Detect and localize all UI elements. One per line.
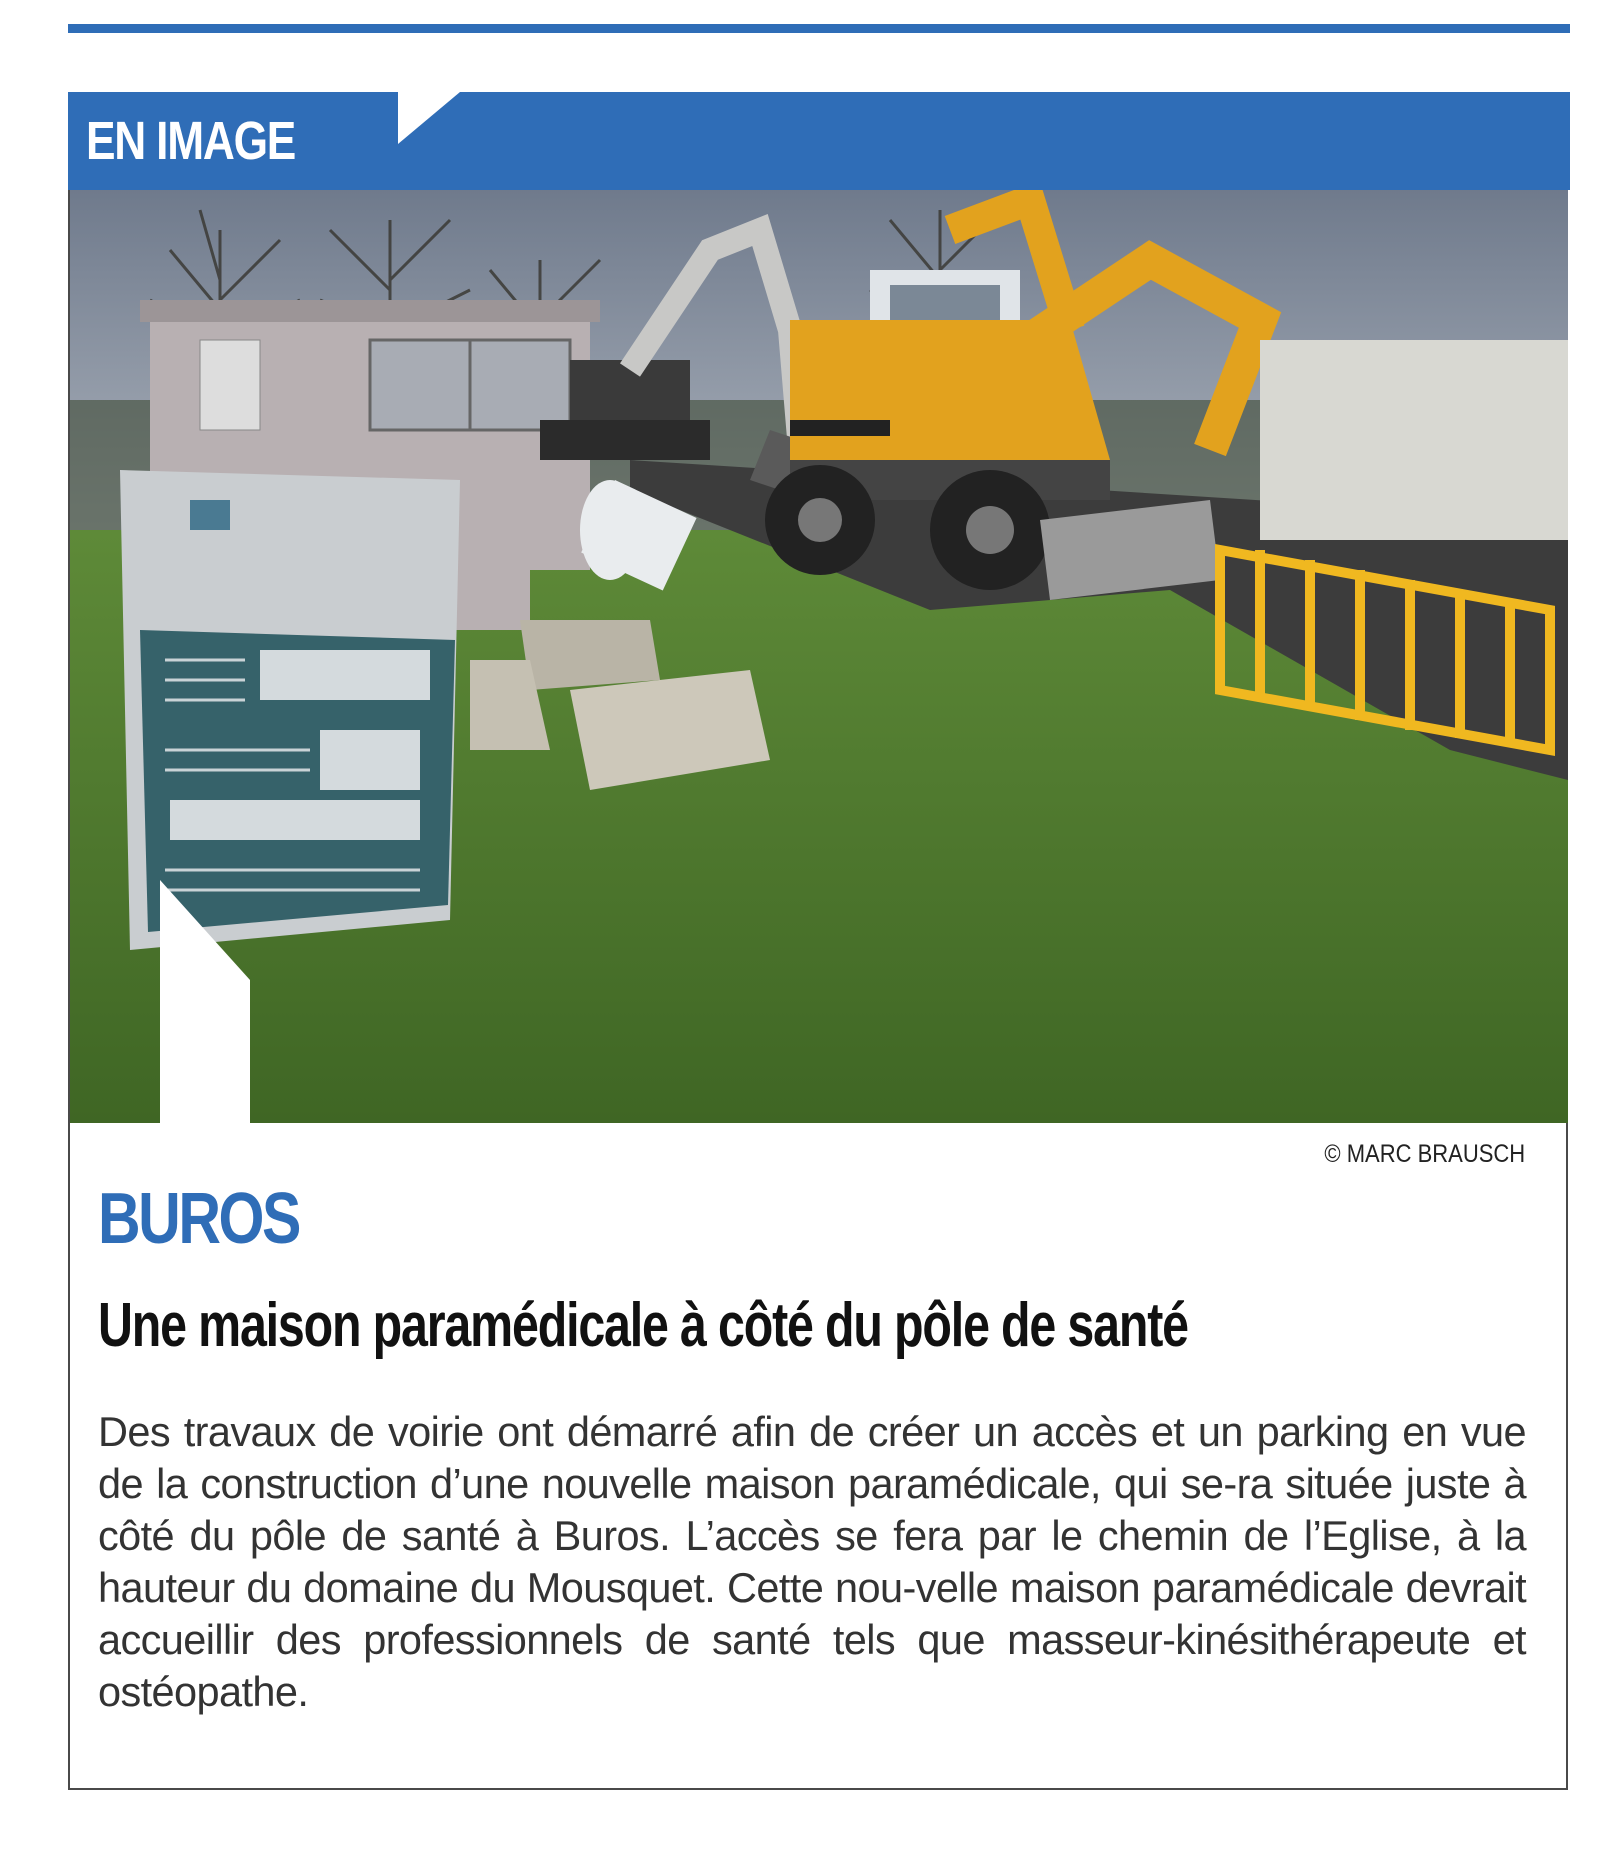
building-permit-sign <box>120 470 460 950</box>
location-label: BUROS <box>98 1179 299 1259</box>
article-body: Des travaux de voirie ont démarré afin de créer un accès et un parking en vue de la construction d’une nouvelle maison paramédicale, qui se-ra située juste à côté du pôle de santé à Buros. L’accès se fera par le chemin de l’Eglise, à la hauteur du domaine du Mousquet. Cette nou-velle maison paramédicale devrait accueillir des professionnels de santé tels que masseur-kinésithérapeute et ostéopathe. <box>98 1408 1526 1715</box>
photo-credit: © MARC BRAUSCH <box>1324 1140 1525 1168</box>
construction-site-illustration <box>70 190 1568 1123</box>
top-rule <box>68 24 1570 33</box>
tag-notch-shape <box>398 92 460 144</box>
section-header <box>68 92 1570 190</box>
section-kicker: EN IMAGE <box>86 111 296 171</box>
article-photo <box>70 190 1568 1123</box>
article-headline: Une maison paramédicale à côté du pôle de santé <box>98 1291 1188 1360</box>
